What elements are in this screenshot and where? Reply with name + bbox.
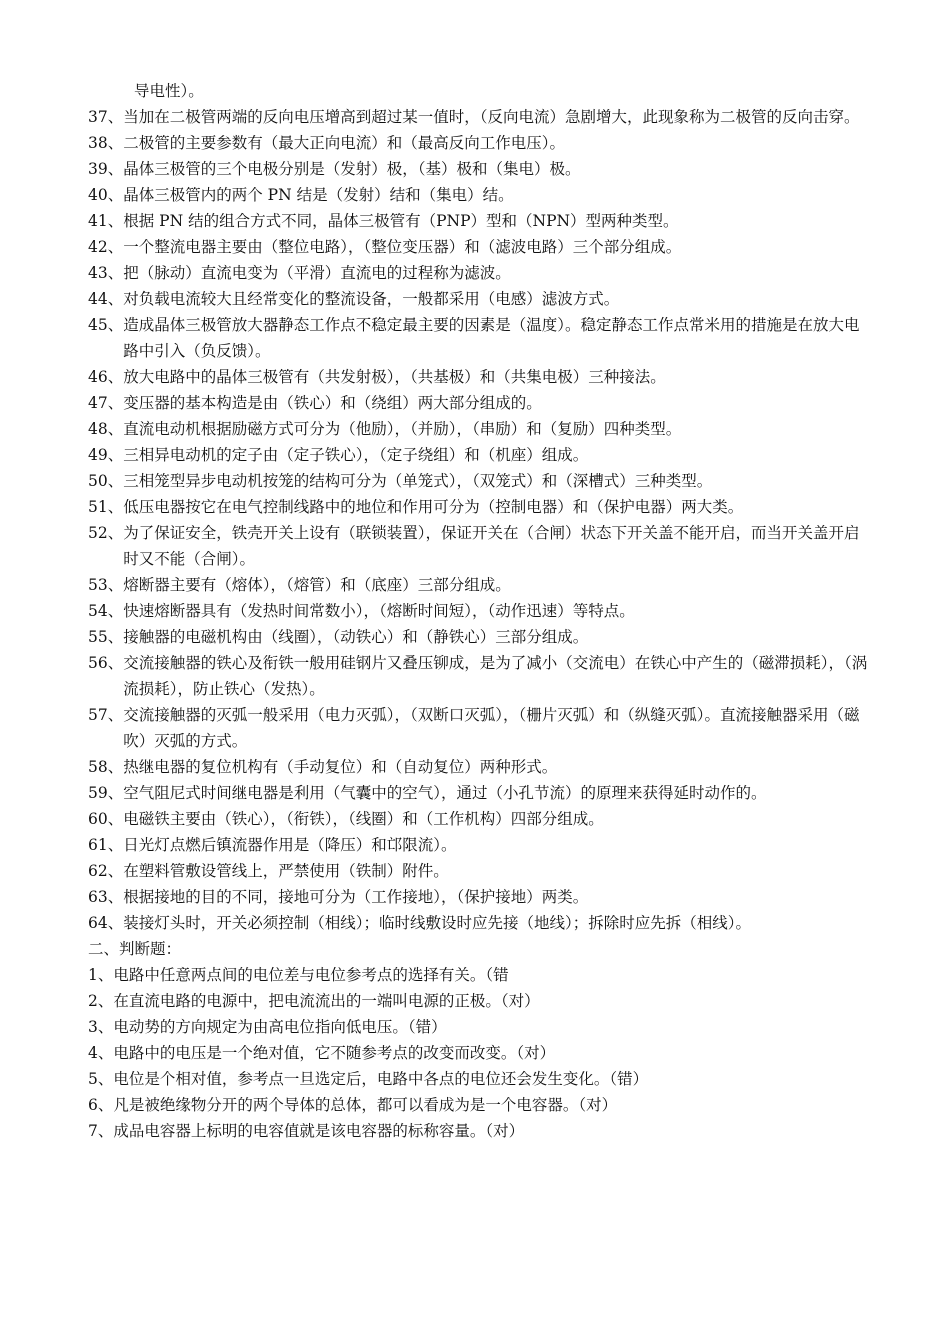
item-text: 在直流电路的电源中，把电流流出的一端叫电源的正极。（对） (113, 992, 540, 1010)
item-number: 45、 (88, 316, 124, 334)
fill-in-item (88, 260, 868, 286)
judgement-item (88, 1092, 868, 1118)
item-text: 低压电器按它在电气控制线路中的地位和作用可分为（控制电器）和（保护电器）两大类。 (123, 498, 744, 516)
fill-in-item (88, 832, 868, 858)
item-number: 43、 (88, 264, 124, 282)
document-page (88, 78, 868, 1144)
item-text: 根据接地的目的不同，接地可分为（工作接地），（保护接地）两类。 (123, 888, 589, 906)
item-number: 1、 (88, 966, 114, 984)
fill-in-item (88, 364, 868, 390)
item-text: 交流接触器的铁心及衔铁一般用硅钢片又叠压铆成，是为了减小（交流电）在铁心中产生的（磁滞损耗），（涡流损耗），防止铁心（发热）。 (123, 654, 868, 698)
fill-in-item (88, 598, 868, 624)
item-number: 37、 (88, 108, 124, 126)
item-text: 对负载电流较大且经常变化的整流设备，一般都采用（电感）滤波方式。 (123, 290, 620, 308)
item-text: 放大电路中的晶体三极管有（共发射极），（共基极）和（共集电极）三种接法。 (123, 368, 666, 386)
item-number: 42、 (88, 238, 124, 256)
fill-in-item (88, 702, 868, 754)
item-number: 41、 (88, 212, 124, 230)
item-text: 根据 PN 结的组合方式不同，晶体三极管有（PNP）型和（NPN）型两种类型。 (123, 212, 679, 230)
fill-in-item (88, 780, 868, 806)
item-text: 凡是被绝缘物分开的两个导体的总体，都可以看成为是一个电容器。（对） (113, 1096, 618, 1114)
item-number: 63、 (88, 888, 124, 906)
item-number: 57、 (88, 706, 124, 724)
fill-in-item (88, 468, 868, 494)
fill-in-item (88, 104, 868, 130)
judgement-item (88, 988, 868, 1014)
item-text: 熔断器主要有（熔体），（熔管）和（底座）三部分组成。 (123, 576, 511, 594)
item-text: 成品电容器上标明的电容值就是该电容器的标称容量。（对） (113, 1122, 525, 1140)
item-number: 47、 (88, 394, 124, 412)
item-number: 7、 (88, 1122, 114, 1140)
item-text: 电动势的方向规定为由高电位指向低电压。（错） (113, 1018, 447, 1036)
judgement-item (88, 1118, 868, 1144)
fill-in-item (88, 572, 868, 598)
continuation-line: 导电性）。 (134, 82, 204, 100)
item-number: 62、 (88, 862, 124, 880)
judgement-item (88, 1014, 868, 1040)
item-text: 晶体三极管内的两个 PN 结是（发射）结和（集电）结。 (123, 186, 514, 204)
item-text: 交流接触器的灭弧一般采用（电力灭弧），（双断口灭弧），（栅片灭弧）和（纵缝灭弧）。直流接触器采用（磁吹）灭弧的方式。 (123, 706, 860, 750)
fill-in-item (88, 182, 868, 208)
fill-in-item (88, 520, 868, 572)
fill-in-item (88, 312, 868, 364)
item-text: 电路中的电压是一个绝对值，它不随参考点的改变而改变。（对） (113, 1044, 556, 1062)
item-number: 5、 (88, 1070, 114, 1088)
item-text: 在塑料管敷设管线上，严禁使用（铁制）附件。 (123, 862, 449, 880)
judgement-item (88, 1040, 868, 1066)
item-number: 46、 (88, 368, 124, 386)
item-number: 52、 (88, 524, 124, 542)
fill-in-item (88, 234, 868, 260)
item-text: 空气阻尼式时间继电器是利用（气囊中的空气），通过（小孔节流）的原理来获得延时动作的。 (123, 784, 767, 802)
item-number: 51、 (88, 498, 124, 516)
item-number: 3、 (88, 1018, 114, 1036)
item-number: 60、 (88, 810, 124, 828)
fill-in-item (88, 754, 868, 780)
item-text: 直流电动机根据励磁方式可分为（他励），（并励），（串励）和（复励）四种类型。 (123, 420, 682, 438)
item-number: 56、 (88, 654, 124, 672)
fill-in-list (88, 104, 868, 936)
fill-in-item (88, 208, 868, 234)
item-number: 38、 (88, 134, 124, 152)
judgement-item (88, 1066, 868, 1092)
item-number: 54、 (88, 602, 124, 620)
item-text: 为了保证安全，铁壳开关上设有（联锁装置），保证开关在（合闸）状态下开关盖不能开启，而当开关盖开启时又不能（合闸）。 (123, 524, 860, 568)
judgement-item (88, 962, 868, 988)
item-text: 造成晶体三极管放大器静态工作点不稳定最主要的因素是（温度）。稳定静态工作点常米用的措施是在放大电路中引入（负反馈）。 (123, 316, 860, 360)
item-number: 59、 (88, 784, 124, 802)
fill-in-item (88, 156, 868, 182)
item-number: 44、 (88, 290, 124, 308)
fill-in-item (88, 442, 868, 468)
item-text: 接触器的电磁机构由（线圈），（动铁心）和（静铁心）三部分组成。 (123, 628, 589, 646)
item-number: 4、 (88, 1044, 114, 1062)
item-text: 三相笼型异步电动机按笼的结构可分为（单笼式），（双笼式）和（深槽式）三种类型。 (123, 472, 713, 490)
item-text: 一个整流电器主要由（整位电路），（整位变压器）和（滤波电路）三个部分组成。 (123, 238, 682, 256)
section-title: 二、判断题： (88, 940, 182, 958)
item-number: 55、 (88, 628, 124, 646)
item-text: 电磁铁主要由（铁心），（衔铁），（线圈）和（工作机构）四部分组成。 (123, 810, 604, 828)
item-text: 装接灯头时，开关必须控制（相线）；临时线敷设时应先接（地线）；拆除时应先拆（相线）。 (123, 914, 751, 932)
fill-in-item (88, 884, 868, 910)
item-text: 电位是个相对值，参考点一旦选定后，电路中各点的电位还会发生变化。（错） (113, 1070, 649, 1088)
item-text: 日光灯点燃后镇流器作用是（降压）和邙限流）。 (123, 836, 457, 854)
item-number: 61、 (88, 836, 124, 854)
item-number: 49、 (88, 446, 124, 464)
fill-in-item (88, 806, 868, 832)
judgement-list (88, 962, 868, 1144)
item-number: 48、 (88, 420, 124, 438)
item-number: 64、 (88, 914, 124, 932)
fill-in-item (88, 416, 868, 442)
item-text: 热继电器的复位机构有（手动复位）和（自动复位）两种形式。 (123, 758, 558, 776)
item-text: 把（脉动）直流电变为（平滑）直流电的过程称为滤波。 (123, 264, 511, 282)
fill-in-item (88, 910, 868, 936)
item-text: 变压器的基本构造是由（铁心）和（绕组）两大部分组成的。 (123, 394, 542, 412)
fill-in-item (88, 858, 868, 884)
item-number: 39、 (88, 160, 124, 178)
fill-in-item (88, 286, 868, 312)
fill-in-item (88, 650, 868, 702)
item-text: 三相异电动机的定子由（定子铁心），（定子绕组）和（机座）组成。 (123, 446, 589, 464)
fill-in-item (88, 130, 868, 156)
item-text: 二极管的主要参数有（最大正向电流）和（最高反向工作电压）。 (123, 134, 565, 152)
item-number: 53、 (88, 576, 124, 594)
item-number: 6、 (88, 1096, 114, 1114)
item-number: 2、 (88, 992, 114, 1010)
item-number: 58、 (88, 758, 124, 776)
item-number: 40、 (88, 186, 124, 204)
item-text: 当加在二极管两端的反向电压增高到超过某一值时，（反向电流）急剧增大，此现象称为二极管的反向击穿。 (123, 108, 860, 126)
fill-in-item (88, 494, 868, 520)
item-text: 电路中任意两点间的电位差与电位参考点的选择有关。（错 (113, 966, 509, 984)
item-text: 快速熔断器具有（发热时间常数小），（熔断时间短），（动作迅速）等特点。 (123, 602, 635, 620)
item-number: 50、 (88, 472, 124, 490)
fill-in-item (88, 624, 868, 650)
fill-in-item (88, 390, 868, 416)
item-text: 晶体三极管的三个电极分别是（发射）极，（基）极和（集电）极。 (123, 160, 581, 178)
